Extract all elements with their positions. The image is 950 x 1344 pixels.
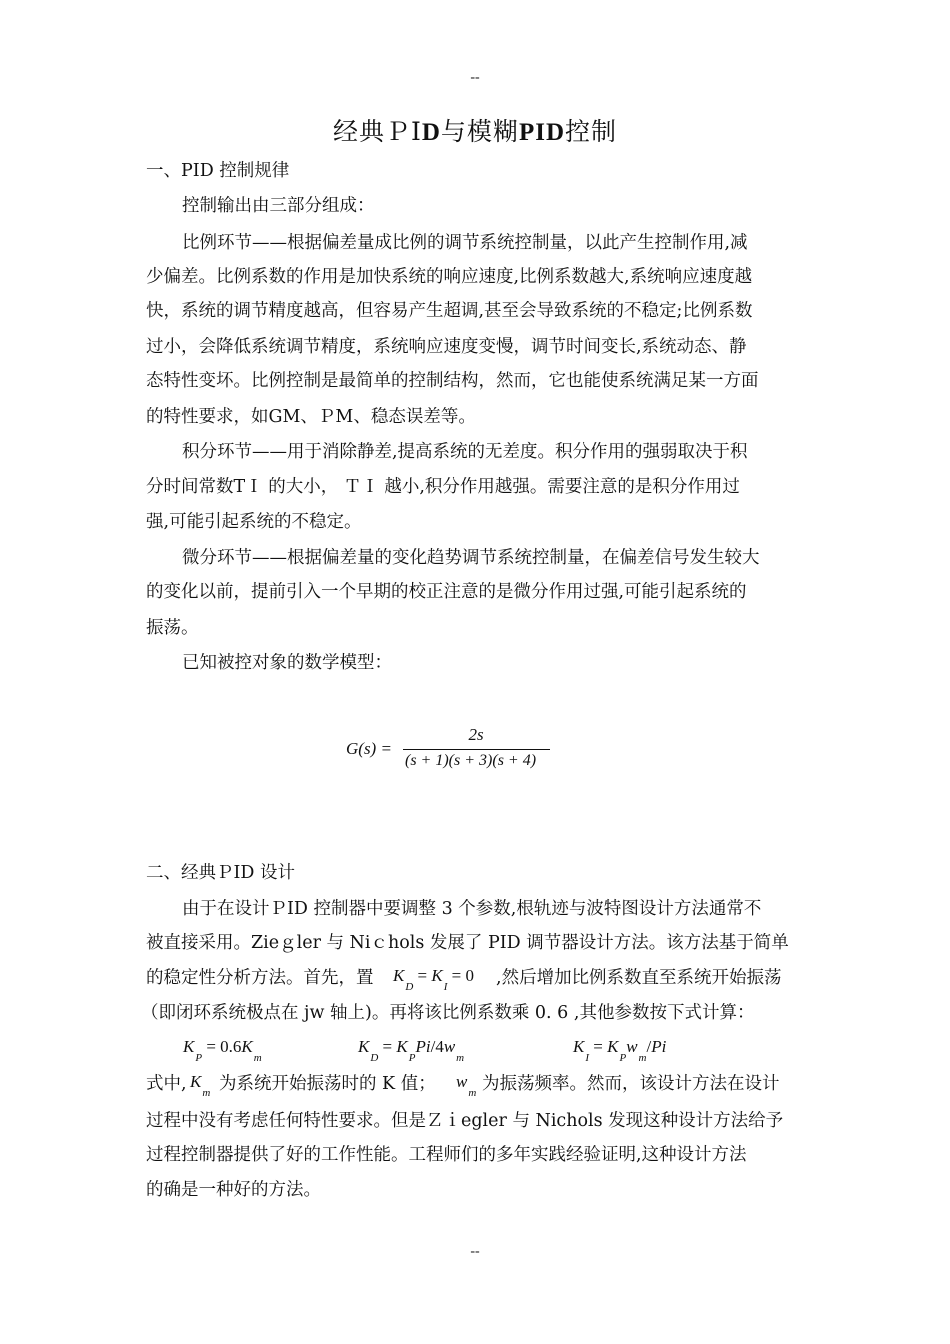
paragraph-line: 已知被控对象的数学模型：: [182, 653, 392, 673]
subscript: m: [468, 1087, 477, 1099]
paragraph-line: 分时间常数TＩ 的大小， ＴＩ 越小,积分作用越强。需要注意的是积分作用过: [146, 477, 740, 497]
symbol: = 0: [447, 966, 474, 985]
km-symbol: [190, 1072, 211, 1099]
title-part-bold: PID: [518, 119, 565, 146]
paragraph-line: 过小，会降低系统调节精度，系统响应速度变慢，调节时间变长,系统动态、静: [146, 337, 747, 357]
symbol: w: [626, 1037, 638, 1056]
subscript: P: [408, 1052, 416, 1064]
section-2-heading: 二、经典ＰID 设计: [146, 863, 296, 883]
symbol: K: [573, 1037, 585, 1056]
paragraph-line: 过程控制器提供了好的工作性能。工程师们的多年实践经验证明,这种设计方法: [146, 1145, 747, 1165]
page-header-mark: --: [470, 70, 480, 85]
subscript: P: [619, 1052, 627, 1064]
formula-lhs: G(s) =: [346, 739, 392, 758]
title-part: 经典ＰI: [332, 117, 422, 146]
page-footer-mark: --: [470, 1244, 480, 1259]
paragraph-line: 的稳定性分析方法。首先，置: [146, 968, 374, 988]
subscript: I: [585, 1052, 590, 1064]
symbol: K: [431, 966, 443, 985]
symbol: K: [396, 1037, 408, 1056]
section-1-heading: 一、PID 控制规律: [146, 161, 290, 181]
symbol: K: [358, 1037, 370, 1056]
paragraph-line: 被直接采用。Zieｇler 与 Niｃhols 发展了 PID 调节器设计方法。该方法基于简单: [146, 933, 789, 953]
paragraph-line: 强,可能引起系统的不稳定。: [146, 512, 362, 532]
title-part: 控制: [565, 117, 618, 146]
formula-numerator: 2s: [468, 725, 484, 744]
paragraph-line: 的特性要求，如GM、ＰM、稳态误差等。: [146, 407, 476, 427]
ki-formula: [573, 1037, 667, 1064]
symbol: Pi: [415, 1037, 431, 1056]
paragraph-line: 积分环节——用于消除静差,提高系统的无差度。积分作用的强弱取决于积: [182, 442, 748, 462]
paragraph-line: 快，系统的调节精度越高，但容易产生超调,甚至会导致系统的不稳定;比例系数: [146, 301, 753, 321]
subscript: m: [456, 1052, 465, 1064]
symbol: 4: [435, 1037, 444, 1056]
symbol: K: [183, 1037, 195, 1056]
fraction-bar: [403, 749, 550, 750]
paragraph-line: 式中,: [146, 1074, 187, 1094]
symbol: /: [646, 1037, 652, 1056]
symbol: =: [378, 1037, 397, 1056]
paragraph-line: 控制输出由三部分组成：: [182, 196, 375, 216]
paragraph-line-continued: 为振荡频率。然而，该设计方法在设计: [482, 1074, 780, 1094]
symbol: = 0.6: [202, 1037, 242, 1056]
subscript: m: [638, 1052, 647, 1064]
kd-ki-zero-formula: [393, 966, 474, 993]
kp-formula: [183, 1037, 262, 1064]
subscript: P: [195, 1052, 203, 1064]
symbol: K: [241, 1037, 253, 1056]
subscript: D: [405, 981, 414, 993]
symbol: K: [190, 1072, 202, 1091]
subscript: D: [370, 1052, 379, 1064]
paragraph-line: 由于在设计ＰID 控制器中要调整 3 个参数,根轨迹与波特图设计方法通常不: [182, 899, 762, 919]
paragraph-line-continued: ,然后增加比例系数直至系统开始振荡: [496, 968, 782, 988]
title-part: 与模糊: [440, 117, 519, 146]
paragraph-line: 比例环节——根据偏差量成比例的调节系统控制量，以此产生控制作用,减: [182, 233, 748, 253]
paragraph-line: 的确是一种好的方法。: [146, 1180, 321, 1200]
subscript: m: [253, 1052, 262, 1064]
symbol: K: [607, 1037, 619, 1056]
paragraph-line: （即闭环系统极点在 jw 轴上)。再将该比例系数乘 0. 6 ,其他参数按下式计算：: [141, 1003, 755, 1023]
subscript: I: [443, 981, 448, 993]
paragraph-line: 少偏差。比例系数的作用是加快系统的响应速度,比例系数越大,系统响应速度越: [146, 267, 753, 287]
formula-denominator: (s + 1)(s + 3)(s + 4): [405, 752, 537, 769]
paragraph-line: 振荡。: [146, 618, 199, 638]
paragraph-line-continued: 为系统开始振荡时的 K 值；: [219, 1074, 436, 1094]
symbol: =: [589, 1037, 608, 1056]
symbol: Pi: [651, 1037, 667, 1056]
subscript: m: [202, 1087, 211, 1099]
symbol: K: [393, 966, 405, 985]
symbol: w: [456, 1072, 468, 1091]
symbol: /: [430, 1037, 436, 1056]
paragraph-line: 的变化以前，提前引入一个早期的校正注意的是微分作用过强,可能引起系统的: [146, 582, 747, 602]
document-title: [0, 112, 950, 148]
paragraph-line: 态特性变坏。比例控制是最简单的控制结构，然而，它也能使系统满足某一方面: [146, 371, 759, 391]
paragraph-line: 微分环节——根据偏差量的变化趋势调节系统控制量，在偏差信号发生较大: [182, 548, 760, 568]
symbol: =: [413, 966, 432, 985]
title-part-bold: D: [421, 119, 441, 146]
wm-symbol: [456, 1072, 477, 1099]
symbol: w: [443, 1037, 456, 1056]
paragraph-line: 过程中没有考虑任何特性要求。但是Ｚｉegler 与 Nichols 发现这种设计方法给予: [146, 1111, 784, 1131]
kd-formula: [358, 1037, 465, 1064]
